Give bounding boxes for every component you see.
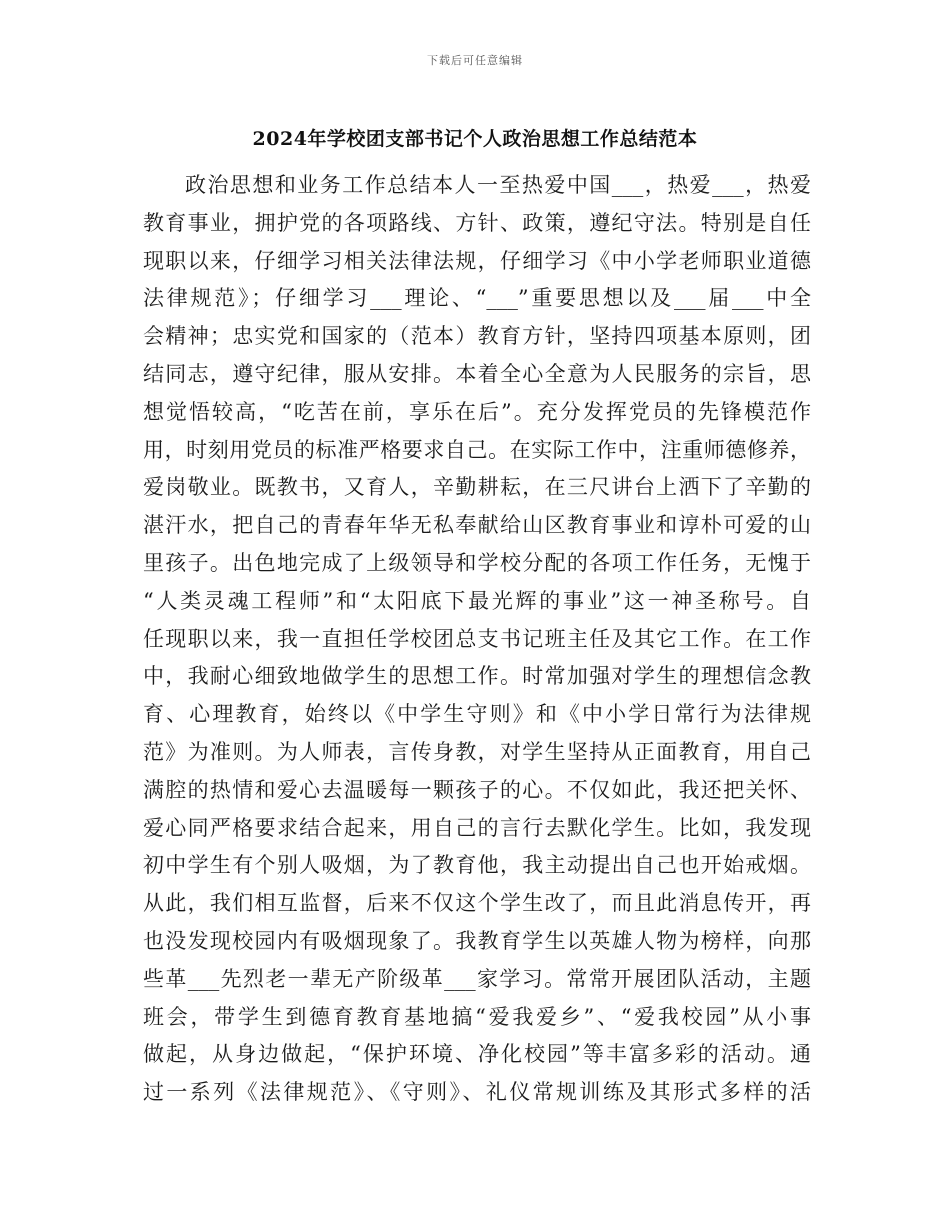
body-line: 些革___先烈老一辈无产阶级革___家学习。常常开展团队活动，主题 — [143, 966, 811, 991]
body-line: 现职以来，仔细学习相关法律法规，仔细学习《中小学老师职业道德 — [143, 248, 811, 273]
body-line: 任现职以来，我一直担任学校团总支书记班主任及其它工作。在工作 — [143, 626, 811, 651]
body-line: “人类灵魂工程师”和“太阳底下最光辉的事业”这一神圣称号。自 — [143, 588, 811, 613]
body-line: 育、心理教育，始终以《中学生守则》和《中小学日常行为法律规 — [143, 702, 811, 727]
body-line: 想觉悟较高，“吃苦在前，享乐在后”。充分发挥党员的先锋模范作 — [143, 399, 811, 424]
body-line: 会精神；忠实党和国家的（范本）教育方针，坚持四项基本原则，团 — [143, 324, 811, 349]
body-line: 爱岗敬业。既教书，又育人，辛勤耕耘，在三尺讲台上洒下了辛勤的 — [143, 475, 811, 500]
body-line: 也没发现校园内有吸烟现象了。我教育学生以英雄人物为榜样，向那 — [143, 928, 811, 953]
body-line: 结同志，遵守纪律，服从安排。本着全心全意为人民服务的宗旨，思 — [143, 361, 811, 386]
document-title: 2024年学校团支部书记个人政治思想工作总结范本 — [252, 128, 698, 150]
body-line: 初中学生有个别人吸烟，为了教育他，我主动提出自己也开始戒烟。 — [143, 853, 811, 878]
body-line: 满腔的热情和爱心去温暖每一颗孩子的心。不仅如此，我还把关怀、 — [143, 777, 811, 802]
body-line: 里孩子。出色地完成了上级领导和学校分配的各项工作任务，无愧于 — [143, 550, 811, 575]
body-line: 从此，我们相互监督，后来不仅这个学生改了，而且此消息传开，再 — [143, 891, 811, 916]
body-line: 爱心同严格要求结合起来，用自己的言行去默化学生。比如，我发现 — [143, 815, 811, 840]
body-line: 做起，从身边做起，“保护环境、净化校园”等丰富多彩的活动。通 — [143, 1042, 811, 1067]
document-body — [143, 167, 811, 1112]
body-line: 过一系列《法律规范》、《守则》、礼仪常规训练及其形式多样的活 — [143, 1080, 811, 1105]
body-line: 用，时刻用党员的标准严格要求自己。在实际工作中，注重师德修养， — [143, 437, 811, 462]
body-line: 法律规范》；仔细学习___理论、“___”重要思想以及___届___中全 — [143, 286, 811, 311]
body-line: 中，我耐心细致地做学生的思想工作。时常加强对学生的理想信念教 — [143, 664, 811, 689]
body-line: 政治思想和业务工作总结本人一至热爱中国___，热爱___，热爱 — [185, 173, 811, 197]
body-line: 班会，带学生到德育教育基地搞“爱我爱乡”、“爱我校园”从小事 — [143, 1004, 811, 1029]
body-line: 湛汗水，把自己的青春年华无私奉献给山区教育事业和谆朴可爱的山 — [143, 513, 811, 538]
body-line: 教育事业，拥护党的各项路线、方针、政策，遵纪守法。特别是自任 — [143, 210, 811, 235]
header-note: 下载后可任意编辑 — [427, 54, 523, 67]
body-line: 范》为准则。为人师表，言传身教，对学生坚持从正面教育，用自己 — [143, 739, 811, 764]
